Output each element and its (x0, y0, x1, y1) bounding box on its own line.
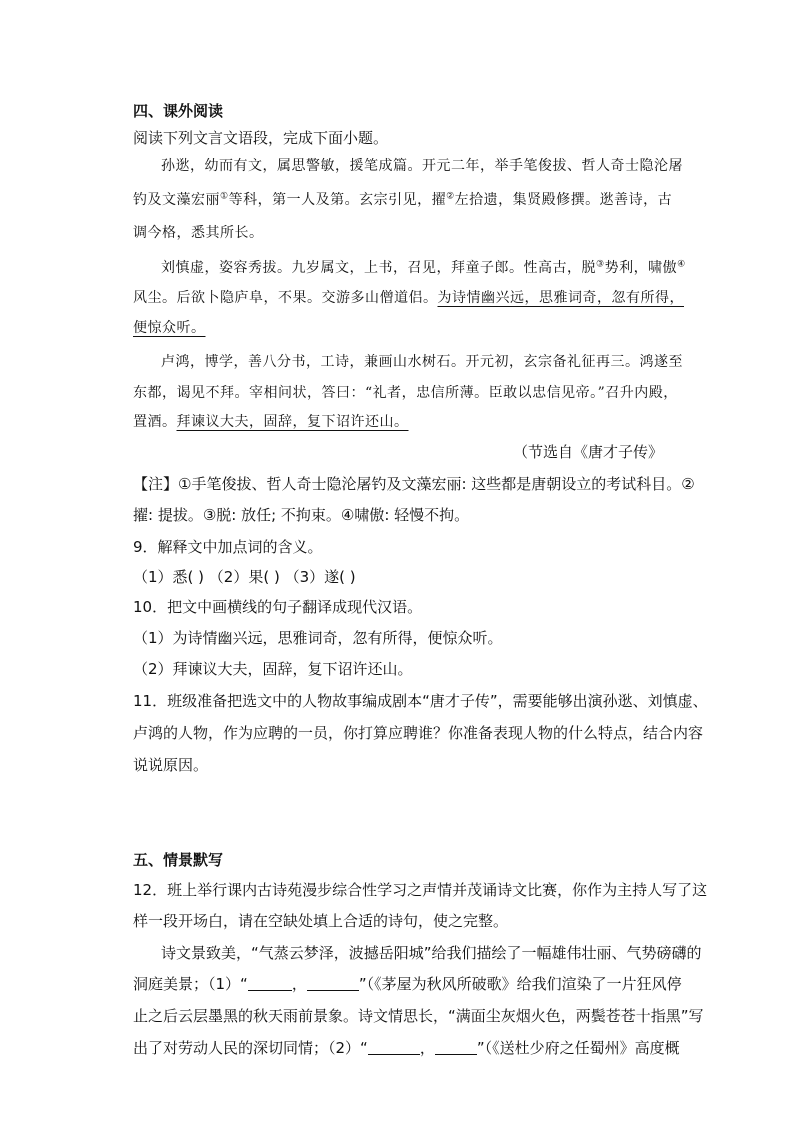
question-12-line-6 (133, 1038, 680, 1058)
question-11-line-2: 卢鸿的人物，作为应聘的一员，你打算应聘谁？你准备表现人物的什么特点，结合内容 (133, 724, 704, 742)
question-9-stem: 9．解释文中加点词的含义。 (133, 538, 323, 556)
blank-separator: ， (419, 1039, 435, 1057)
passage-3-line-2: 东都，谒见不拜。宰相问状，答曰：“礼者，忠信所薄。臣敢以忠信见帝。”召升内殿， (133, 385, 678, 401)
passage-1-line-1: 孙逖，幼而有文，属思警敏，援笔成篇。开元二年，举手笔俊拔、哲人奇士隐沦屠 (161, 158, 683, 174)
underlined-sentence-1: 为诗情幽兴远，思雅词奇，忽有所得， (437, 290, 684, 306)
passage-2-text: 势利，啸傲 (604, 260, 678, 276)
footnote-marker-4: ④ (677, 259, 686, 270)
question-12-line-1: 12．班上举行课内古诗苑漫步综合性学习之声情并茂诵诗文比赛，你作为主持人写了这 (133, 881, 708, 899)
note-line-1: 【注】①手笔俊拔、哲人奇士隐沦屠钓及文藻宏丽: 这些都是唐朝设立的考试科目。② (133, 475, 695, 493)
question-11-line-1: 11．班级准备把选文中的人物故事编成剧本“唐才子传”，需要能够出演孙逖、刘慎虚、 (133, 692, 708, 710)
passage-1-line-2 (133, 190, 672, 210)
question-12-text: 出了对劳动人民的深切同情；（2）“ (133, 1039, 368, 1057)
passage-3-line-3 (133, 412, 409, 432)
blank-2b[interactable] (435, 1040, 477, 1055)
passage-2-line-1 (161, 258, 686, 278)
passage-2-text: 风尘。后欲卜隐庐阜，不果。交游多山僧道侣。 (133, 290, 438, 306)
blank-2a[interactable] (368, 1040, 420, 1055)
question-12-line-5: 止之后云层墨黑的秋天雨前景象。诗文情思长，“满面尘灰烟火色，两鬓苍苍十指黑”写 (133, 1007, 704, 1025)
question-10-stem: 10．把文中画横线的句子翻译成现代汉语。 (133, 598, 423, 616)
question-12-text: 洞庭美景；（1）“ (133, 975, 248, 993)
underlined-sentence-2: 拜谏议大夫，固辞，复下诏许还山。 (176, 414, 409, 430)
question-12-line-2: 样一段开场白，请在空缺处填上合适的诗句，使之完整。 (133, 912, 509, 930)
blank-1a[interactable] (248, 976, 292, 991)
passage-1-line-3: 调今格，悉其所长。 (133, 225, 264, 241)
question-12-line-3: 诗文景致美，“气蒸云梦泽，波撼岳阳城”给我们描绘了一幅雄伟壮丽、气势磅礴的 (161, 944, 702, 962)
passage-1-text: 等科，第一人及第。玄宗引见，擢 (228, 192, 447, 208)
footnote-marker-3: ③ (596, 259, 605, 270)
passage-1-text: 左拾遗，集贤殿修撰。逖善诗，古 (454, 192, 673, 208)
question-12-line-4 (133, 974, 682, 994)
question-10-sentence-1: （1）为诗情幽兴远，思雅词奇，忽有所得，便惊众听。 (133, 629, 503, 647)
passage-3-text: 置酒。 (133, 414, 177, 430)
section-4-title: 四、课外阅读 (133, 102, 224, 120)
question-9-items: （1）悉( ) （2）果( ) （3）遂( ) (133, 568, 356, 586)
question-12-text: ”（《茅屋为秋风所破歌》给我们渲染了一片狂风停 (358, 975, 682, 993)
underlined-sentence-1-cont: 便惊众听。 (133, 320, 206, 336)
note-line-2: 擢: 提拔。③脱: 放任; 不拘束。④啸傲: 轻慢不拘。 (133, 506, 470, 524)
source-citation: （节选自《唐才子传》 (513, 443, 664, 461)
passage-3-line-1: 卢鸿，博学，善八分书，工诗，兼画山水树石。开元初，玄宗备礼征再三。鸿遂至 (161, 354, 683, 370)
blank-separator: ， (291, 975, 307, 993)
question-11-line-3: 说说原因。 (133, 756, 209, 774)
footnote-marker-1: ① (220, 191, 229, 202)
passage-2-text: 刘慎虚，姿容秀拔。九岁属文，上书，召见，拜童子郎。性高古，脱 (161, 260, 596, 276)
reading-instruction: 阅读下列文言文语段，完成下面小题。 (133, 129, 389, 147)
question-10-sentence-2: （2）拜谏议大夫，固辞，复下诏许还山。 (133, 660, 413, 678)
section-5-title: 五、情景默写 (133, 851, 224, 869)
passage-1-text: 钓及文藻宏丽 (133, 192, 220, 208)
footnote-marker-2: ② (446, 191, 455, 202)
passage-2-line-2 (133, 288, 684, 308)
question-12-text: ”（《送杜少府之任蜀州》高度概 (476, 1039, 680, 1057)
blank-1b[interactable] (307, 976, 359, 991)
